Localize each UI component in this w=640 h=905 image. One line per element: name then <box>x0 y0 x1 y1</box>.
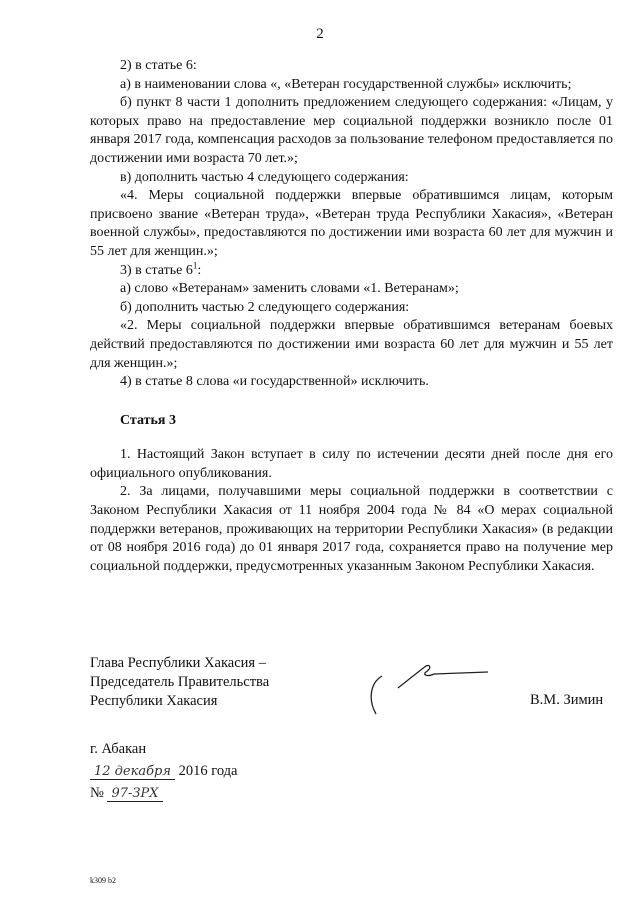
paragraph: б) дополнить частью 2 следующего содержания: <box>120 299 410 315</box>
place-and-date <box>90 738 237 804</box>
year-text: 2016 года <box>178 763 238 779</box>
signatory-title-line: Республики Хакасия <box>90 693 218 709</box>
paragraph-item3 <box>90 259 613 281</box>
paragraph: «2. Меры социальной поддержки впервые обратившимся ветеранам боевых действий предоставляются по достижении ими возраста 60 лет для мужчин и 55 лет для женщин.»; <box>90 318 613 371</box>
signatory-title <box>90 654 269 711</box>
paragraph: 2) в статье 6: <box>120 58 197 73</box>
page-number: 2 <box>316 26 324 42</box>
article-heading: Статья 3 <box>120 412 176 428</box>
paragraph: а) слово «Ветеранам» заменить словами «1. Ветеранам»; <box>120 281 459 297</box>
paragraph: «4. Меры социальной поддержки впервые обратившимся лицам, которым присвоено звание «Ветеран труда», «Ветеран труда Республики Хакасия», «Ветеран военной службы», предоставляются по достижении ими возраста 60 лет для мужчин и 55 лет для женщин.»; <box>90 188 613 259</box>
paragraph: 1. Настоящий Закон вступает в силу по истечении десяти дней после дня его официального опубликования. <box>90 447 613 481</box>
paragraph: а) в наименовании слова «, «Ветеран государственной службы» исключить; <box>120 76 572 92</box>
signatory-name: В.М. Зимин <box>530 692 604 708</box>
signatory-title-line: Глава Республики Хакасия – <box>90 655 266 671</box>
item3-superscript: 1 <box>192 259 198 270</box>
paragraph: 4) в статье 8 слова «и государственной» исключить. <box>120 374 429 390</box>
city: г. Абакан <box>90 741 147 757</box>
paragraph: 2. За лицами, получавшими меры социальной поддержки в соответствии с Законом Республики Хакасия от 11 ноября 2004 года № 84 «О мерах социальной поддержки ветеранов, проживающих на территории Республики Хакасия» (в редакции от 08 ноября 2016 года) до 01 января 2017 года, сохраняется право на получение мер социальной поддержки, предусмотренных указанным Законом Республики Хакасия. <box>90 484 613 574</box>
number-line <box>90 782 237 804</box>
signatory-title-line: Председатель Правительства <box>90 674 270 690</box>
paragraph: б) пункт 8 части 1 дополнить предложением следующего содержания: «Лицам, у которых право на предоставление мер социальной поддержки возникло после 01 января 2017 года, компенсация расходов за пользование телефоном предоставляется по достижении ими возраста 70 лет.»; <box>90 95 613 166</box>
item3-prefix: 3) в статье 6 <box>120 262 193 278</box>
item3-suffix: : <box>197 262 202 278</box>
number-sign: № <box>90 785 104 801</box>
paragraph: в) дополнить частью 4 следующего содержания: <box>120 169 409 185</box>
handwritten-number: 97-ЗРХ <box>107 786 162 802</box>
handwritten-signature <box>360 658 500 718</box>
date-line <box>90 760 237 782</box>
document-body <box>90 57 613 576</box>
handwritten-date: 12 декабря <box>90 764 175 780</box>
footer-code: k309 b2 <box>90 876 116 885</box>
